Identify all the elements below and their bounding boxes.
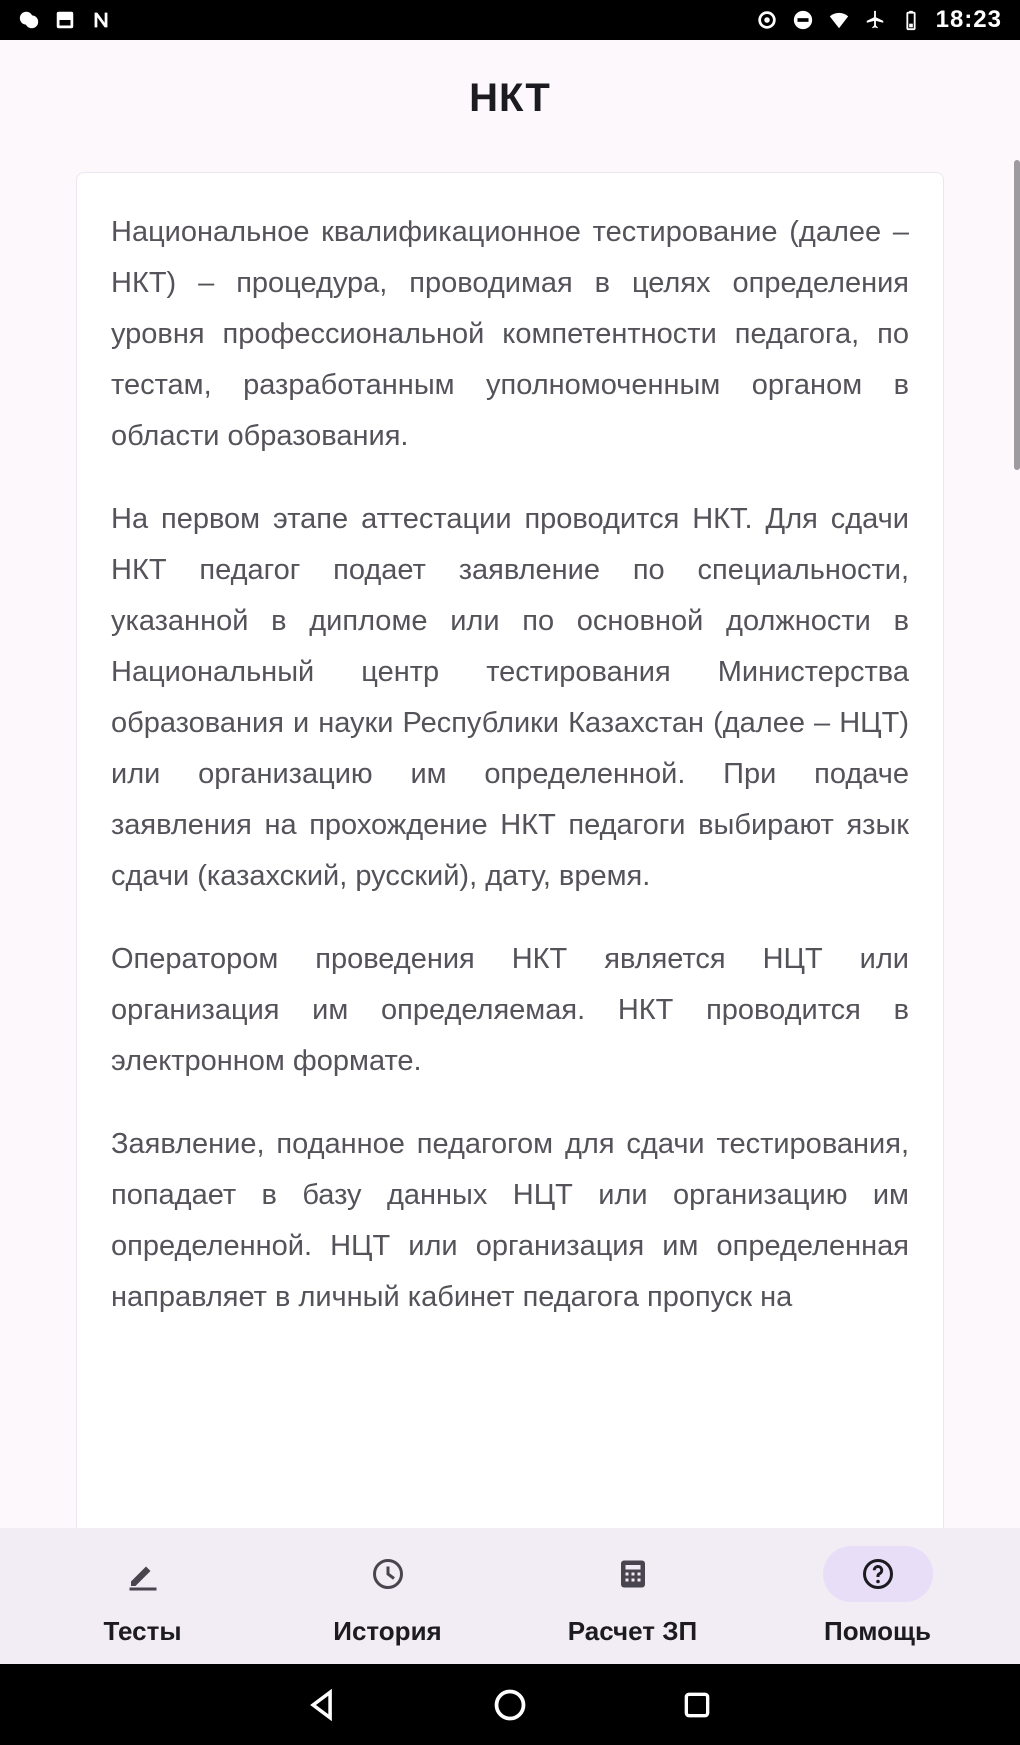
status-time: 18:23 (935, 6, 1002, 33)
nav-label-help: Помощь (824, 1615, 931, 1646)
nav-icon-wrap (578, 1546, 688, 1602)
paragraph-2: На первом этапе аттестации проводится НКТ. Для сдачи НКТ педагог подает заявление по специальности, указанной в дипломе или по основной должности в Национальный центр тестирования Министерства образования и науки Республики Казахстан (далее – НЦТ) или организацию им определенной. При подаче заявления на прохождение НКТ педагоги выбирают язык сдачи (казахский, русский), дату, время. (111, 503, 909, 892)
recents-button[interactable] (672, 1680, 722, 1730)
content-scroll-area[interactable] (0, 156, 1020, 1528)
status-left-icons (18, 9, 112, 31)
paragraph-3: Оператором проведения НКТ является НЦТ или организация им определяемая. НКТ проводится в электронном формате. (111, 943, 909, 1077)
system-nav-bar (0, 1664, 1020, 1745)
status-right-icons (756, 6, 1002, 34)
back-icon (306, 1688, 340, 1722)
nav-label-tests: Тесты (103, 1615, 182, 1646)
pencil-icon (125, 1556, 161, 1592)
nav-item-salary[interactable] (518, 1546, 748, 1647)
vibrate-icon (756, 9, 778, 31)
nav-item-history[interactable] (273, 1546, 503, 1647)
nav-item-help[interactable] (763, 1546, 993, 1647)
paragraph-1: Национальное квалификационное тестирование (далее – НКТ) – процедура, проводимая в целях определения уровня профессиональной компетентности педагога, по тестам, разработанным уполномоченным органом в области образования. (111, 216, 909, 452)
nav-icon-wrap (823, 1546, 933, 1602)
nav-item-tests[interactable] (28, 1546, 258, 1647)
chat-bubble-icon (18, 9, 40, 31)
bottom-nav (0, 1528, 1020, 1664)
nav-label-history: История (333, 1615, 442, 1646)
image-icon (54, 9, 76, 31)
wifi-icon (828, 9, 850, 31)
clock-icon (370, 1556, 406, 1592)
nav-label-salary: Расчет ЗП (567, 1615, 698, 1646)
status-bar (0, 0, 1020, 40)
app-bar (0, 40, 1020, 156)
back-button[interactable] (298, 1680, 348, 1730)
home-button[interactable] (485, 1680, 535, 1730)
page-title: НКТ (469, 75, 551, 120)
n-letter-icon (90, 9, 112, 31)
dnd-icon (792, 9, 814, 31)
paragraph-4: Заявление, поданное педагогом для сдачи тестирования, попадает в базу данных НЦТ или организацию им определенной. НЦТ или организация им определенная направляет в личный кабинет педагога пропуск на (111, 1128, 909, 1313)
scrollbar[interactable] (1014, 160, 1020, 470)
help-circle-icon (860, 1556, 896, 1592)
home-icon (492, 1687, 528, 1723)
nav-icon-wrap (333, 1546, 443, 1602)
info-card (76, 172, 944, 1528)
calculator-icon (615, 1556, 651, 1592)
recents-icon (681, 1689, 713, 1721)
airplane-icon (864, 9, 886, 31)
nav-icon-wrap (88, 1546, 198, 1602)
battery-icon (900, 9, 922, 31)
